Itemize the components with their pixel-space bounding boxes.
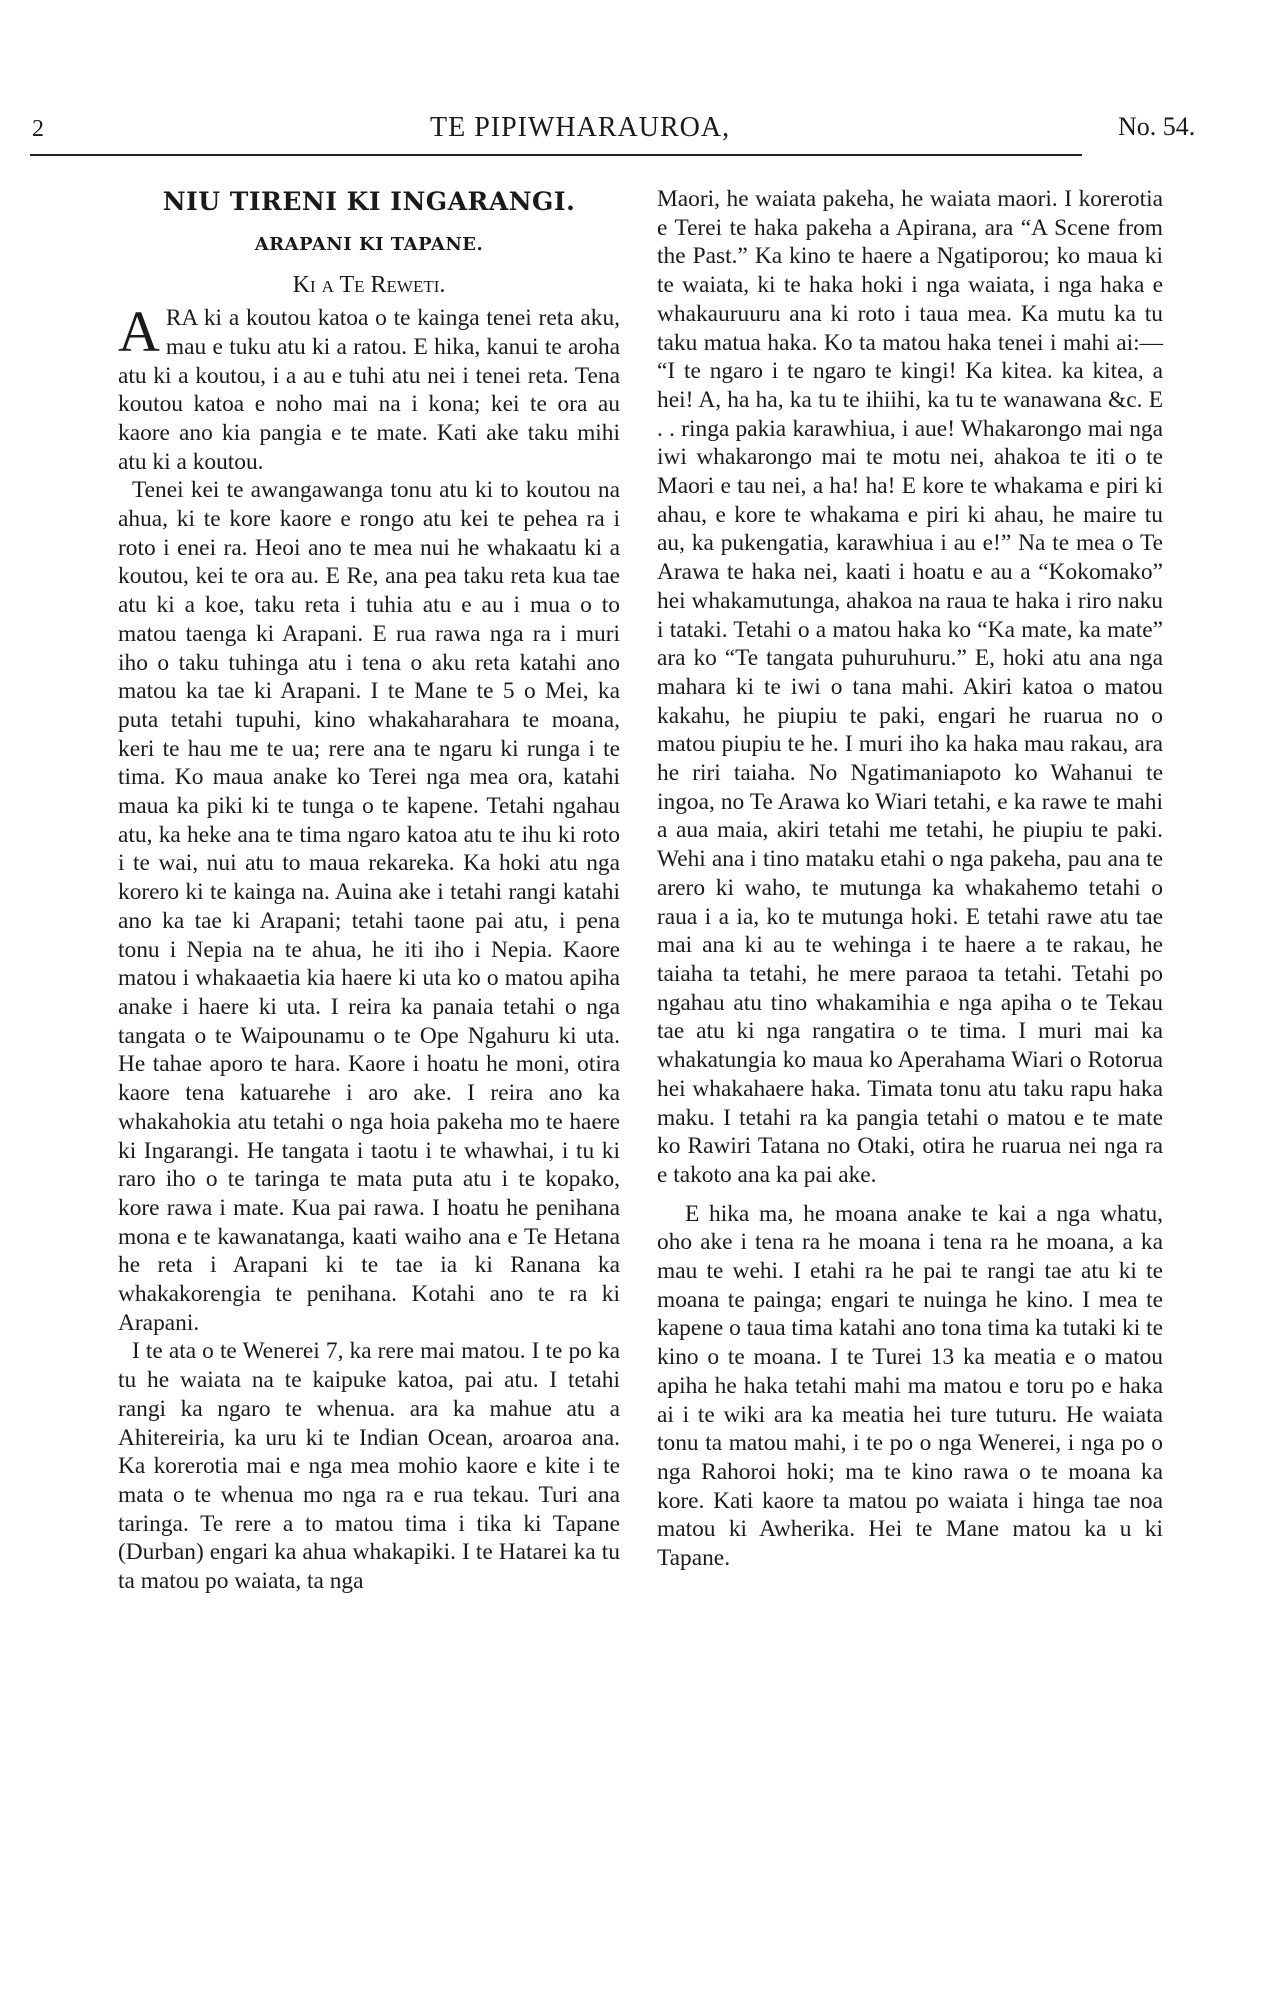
newspaper-title: TE PIPIWHARAUROA, xyxy=(430,112,731,143)
paragraph: E hika ma, he moana anake te kai a nga whatu, oho ake i tena ra he moana i tena ra he moana, a ka mau te wehi. I etahi ra he pai te rangi tae atu ki te moana te painga; engari te nuinga he kino. I mea te kapene o taua tima katahi ano tona tima ka tutaki ki te kino o te moana. I te Turei 13 ka meatia e o matou apiha he haka tetahi mahi ma matou e toru po e haka ai i te wiki ara ka meatia hei ture tuturu. He waiata tonu ta matou mahi, i te po o nga Wenerei, i nga po o nga Rahoroi hoki; ma te kino rawa o te moana ka kore. Kati kaore ta matou po waiata i hinga tae noa matou ki Awherika. Hei te Mane matou ka u ki Tapane. xyxy=(657,1200,1163,1572)
salutation: Ki a Te Reweti. xyxy=(292,272,446,299)
left-column xyxy=(118,170,620,1596)
issue-number: No. 54. xyxy=(1118,112,1196,141)
drop-cap: A xyxy=(118,299,160,365)
paragraph: ARA ki a koutou katoa o te kainga tenei reta aku, mau e tuku atu ki a ratou. E hika, kanui te aroha atu ki a koutou, i a au e tuhi atu nei i tenei reta. Tena koutou katoa e noho mai na i kona; kei te ora au kaore ano kia pangia e te mate. Kati ake taku mihi atu ki a koutou. xyxy=(118,299,620,475)
article-title: NIU TIRENI KI INGARANGI. xyxy=(162,187,576,216)
paragraph: Maori, he waiata pakeha, he waiata maori. I korerotia e Terei te haka pakeha a Apirana, ara “A Scene from the Past.” Ka kino te haere a Ngatiporou; ko maua ki te waiata, ki te haka hoki i nga waiata, i nga haka e whakauruuru ana ki roto i taua mea. Ka mutu ka tu taku matua haka. Ko ta matou haka tenei i mahi ai:— “I te ngaro i te ngaro te kingi! Ka kitea. ka kitea, a hei! A, ha ha, ka tu te ihiihi, ka tu te wanawana &c. E . . ringa pakia karawhiua, i aue! Whakarongo mai nga iwi whakarongo mai te motu nei, ahakoa te iti o te Maori e tau nei, a ha! ha! E kore te whakama e piri ki ahau, e kore te whakama e piri ki ahau, he maire tu au, ka pukengatia, karawhiua i au e!” Na te mea o Te Arawa te haka nei, kaati i hoatu e au a “Kokomako” hei whakamutunga, ahakoa na raua te haka i riro naku i tataki. Tetahi o a matou haka ko “Ka mate, ka mate” ara ko “Te tangata puhuruhuru.” E, hoki atu ana nga mahara ki te iwi o tana mahi. Akiri katoa o matou kakahu, he piupiu te paki, engari he ruarua no o matou piupiu te he. I muri iho ka haka mau rakau, ara he riri taiaha. No Ngatimaniapoto ko Wahanui te ingoa, no Te Arawa ko Wiari tetahi, e ka rawe te mahi a aua maia, akiri tetahi me tetahi, he piupiu te paki. Wehi ana i tino mataku etahi o nga pakeha, pau ana te arero ki waho, te mutunga ka whakahemo tetahi o raua i a ia, ko te mutunga hoki. E tetahi rawe atu tae mai ana ki au te wehinga i te haere a te rakau, he taiaha ta tetahi, he mere paraoa ta tetahi. Tetahi po ngahau atu tino whakamihia e nga apiha o te Tekau tae atu ki nga rangatira o te tima. I muri mai ka whakatungia ko maua ko Aperahama Wiari o Rotorua hei whakahaere haka. Timata tonu atu taku rapu haka maku. I tetahi ra ka pangia tetahi o matou e te mate ko Rawiri Tatana no Otaki, otira he ruarua nei nga ra e takoto ana ka pai ake. xyxy=(657,186,1163,1188)
header-rule xyxy=(30,154,1082,156)
page-header xyxy=(30,112,1210,154)
right-column xyxy=(657,185,1163,1573)
paragraph: I te ata o te Wenerei 7, ka rere mai matou. I te po ka tu he waiata na te kaipuke katoa, pai atu. I tetahi rangi ka ngaro te whenua. ara ka mahue atu a Ahitereiria, ka uru ki te Indian Ocean, aroaroa ana. Ka korerotia mai e nga mea mohio kaore e kite i te mata o te whenua mo nga ra e rua tekau. Turi ana taringa. Te rere a to matou tima i tika ki Tapane (Durban) engari ka ahua whakapiki. I te Hatarei ka tu ta matou po waiata, ta nga xyxy=(118,1338,620,1595)
article-subtitle: ARAPANI KI TAPANE. xyxy=(254,233,484,255)
page-number: 2 xyxy=(32,116,44,142)
paragraph: Tenei kei te awangawanga tonu atu ki to koutou na ahua, ki te kore kaore e rongo atu kei te pehea ra i roto i enei ra. Heoi ano te mea nui he whakaatu ki a koutou, kei te ora au. E Re, ana pea taku reta kua tae atu ki a koe, taku reta i tuhia atu e au i mua o to matou taenga ki Arapani. E rua rawa nga ra i muri iho o taku tuhinga atu i tena o aku reta katahi ano matou ka tae ki Arapani. I te Mane te 5 o Mei, ka puta tetahi tupuhi, kino whakaharahara te moana, keri te hau me te ua; rere ana te ngaru ki runga i te tima. Ko maua anake ko Terei nga mea ora, katahi maua ka piki ki te tunga o te kapene. Tetahi ngahau atu, ka heke ana te tima ngaro katoa atu te ihu ki roto i te wai, nui atu to maua rekareka. Ka hoki atu nga korero ki te kainga na. Auina ake i tetahi rangi katahi ano ka tae ki Arapani; tetahi taone pai atu, i pena tonu i Nepia na te ahua, he iti iho i Nepia. Kaore matou i whakaaetia kia haere ki uta ko o matou apiha anake i haere ki uta. I reira ka panaia tetahi o nga tangata o te Waipounamu o te Ope Ngahuru ki uta. He tahae aporo te hara. Kaore i hoatu he moni, otira kaore tena katuarehe i aro ake. I reira ano ka whakahokia atu tetahi o nga hoia pakeha mo te haere ki Ingarangi. He tangata i taotu i te whawhai, i tu ki raro iho o te taringa te mata puta atu i te kopako, kore rawa i mate. Kua pai rawa. I hoatu he penihana mona e te kawanatanga, kaati waiho ana e Te Hetana he reta i Arapani ki te tae ia ki Ranana ka whakakorengia te penihana. Kotahi ano te ra ki Arapani. xyxy=(118,477,620,1336)
